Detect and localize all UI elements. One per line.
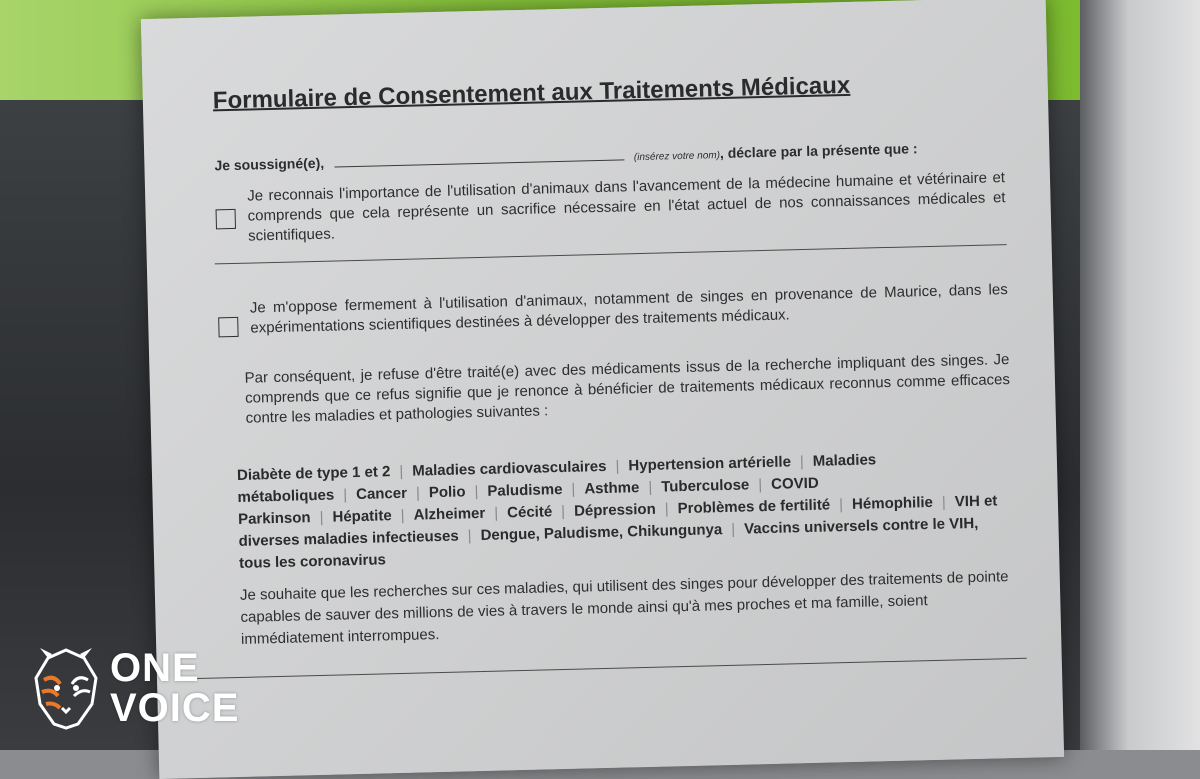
disease-divider: | bbox=[758, 476, 763, 494]
bottom-separator-line bbox=[197, 658, 1027, 679]
disease-divider: | bbox=[467, 527, 472, 545]
consent-form-page bbox=[141, 0, 1064, 779]
disease-item: Asthme bbox=[584, 479, 640, 498]
disease-item: Alzheimer bbox=[413, 504, 486, 524]
option1-checkbox[interactable] bbox=[216, 209, 236, 229]
disease-divider: | bbox=[648, 478, 653, 496]
option2-checkbox[interactable] bbox=[218, 317, 238, 337]
disease-divider: | bbox=[799, 453, 805, 471]
disease-divider: | bbox=[731, 520, 736, 538]
disease-item: Problèmes de fertilité bbox=[677, 496, 831, 518]
background-surface bbox=[1080, 0, 1200, 750]
wish-text: Je souhaite que les recherches sur ces maladies, qui utilisent des singes pour développer des traitements de pointe capables de sauver des millions de vies à travers le monde ainsi qu'à mes proches et ma famille, soient immédiatement interrompues. bbox=[239, 568, 1009, 648]
disease-item: Maladies métaboliques bbox=[237, 451, 877, 506]
disease-divider: | bbox=[319, 508, 324, 526]
disease-item: Maladies cardiovasculaires bbox=[412, 457, 607, 480]
disease-divider: | bbox=[560, 502, 566, 521]
disease-item: Vaccins universels contre le VIH, tous les coronavirus bbox=[238, 514, 979, 572]
disease-divider: | bbox=[343, 486, 348, 504]
disease-divider: | bbox=[399, 462, 404, 480]
option2-consequence: Par conséquent, je refuse d'être traité(e) avec des médicaments issus de la recherche impliquant des singes. Je comprends que ce refus signifie que je renonce à bénéficier de traitements médicaux reconnus comme efficaces contre les maladies et pathologies suivantes : bbox=[244, 351, 1011, 427]
disease-item: Hémophilie bbox=[851, 493, 934, 513]
declare-text: , déclare par la présente que : bbox=[719, 140, 918, 162]
disease-list bbox=[237, 446, 1014, 575]
disease-divider: | bbox=[838, 496, 844, 514]
logo-line-one: ONE bbox=[110, 646, 200, 690]
disease-item: Dengue, Paludisme, Chikungunya bbox=[480, 521, 723, 545]
disease-item: VIH et diverses maladies infectieuses bbox=[238, 492, 998, 550]
disease-divider: | bbox=[941, 493, 947, 511]
intro-line bbox=[214, 136, 1004, 173]
disease-divider: | bbox=[664, 500, 669, 518]
form-title: Formulaire de Consentement aux Traitements Médicaux bbox=[212, 71, 851, 115]
separator-line bbox=[215, 244, 1007, 264]
disease-divider: | bbox=[400, 506, 405, 524]
disease-item: Cécité bbox=[506, 503, 553, 522]
logo-line-voice: VOICE bbox=[110, 686, 240, 730]
logo-wordmark bbox=[110, 648, 239, 728]
disease-item: Paludisme bbox=[487, 481, 563, 500]
undersigned-label: Je soussigné(e), bbox=[214, 154, 325, 174]
option1-text: Je reconnais l'importance de l'utilisation d'animaux dans l'avancement de la médecine humaine et vétérinaire et comprends que cela représente un sacrifice nécessaire en l'état actuel de nos connaissances médicales et scientifiques. bbox=[246, 169, 1006, 245]
disease-divider: | bbox=[571, 480, 576, 498]
disease-divider: | bbox=[615, 457, 620, 475]
disease-item: Cancer bbox=[355, 484, 408, 504]
name-blank-field[interactable] bbox=[334, 145, 624, 167]
name-hint: (insérez votre nom) bbox=[633, 150, 721, 164]
tiger-head-icon bbox=[26, 644, 106, 732]
disease-divider: | bbox=[474, 483, 479, 501]
disease-item: Diabète de type 1 et 2 bbox=[236, 463, 391, 484]
disease-item: Tuberculose bbox=[661, 476, 750, 496]
disease-item: Dépression bbox=[573, 500, 656, 520]
one-voice-logo bbox=[22, 640, 252, 735]
disease-item: Polio bbox=[428, 483, 466, 502]
disease-item: Hypertension artérielle bbox=[628, 453, 792, 475]
option2-text: Je m'oppose fermement à l'utilisation d'animaux, notamment de singes en provenance de Maurice, dans les expérimentations scientifiques destinées à développer des traitements médicaux. bbox=[249, 281, 1008, 337]
disease-item: Hépatite bbox=[332, 507, 392, 526]
disease-divider: | bbox=[415, 484, 421, 502]
disease-item: COVID Parkinson bbox=[237, 474, 819, 528]
disease-divider: | bbox=[494, 504, 499, 522]
